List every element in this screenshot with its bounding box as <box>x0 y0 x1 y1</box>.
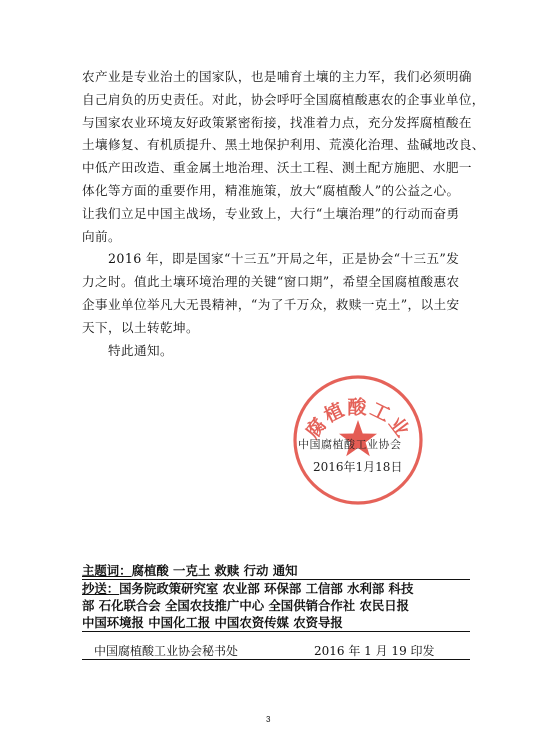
divider <box>82 659 470 660</box>
cc-line <box>82 580 470 597</box>
cc-text: 国务院政策研究室 农业部 环保部 工信部 水利部 科技 <box>119 581 414 596</box>
body-line: 体化等方面的重要作用，精准施策，放大“腐植酸人”的公益之心。 <box>82 182 460 198</box>
body-line: 天下，以土转乾坤。 <box>82 319 199 335</box>
issuer-name: 中国腐植酸工业协会 <box>298 438 402 451</box>
seal-text: 腐植酸工业 <box>301 396 415 443</box>
body-line: 农产业是专业治土的国家队，也是哺育土壤的主力军，我们必须明确 <box>82 69 472 84</box>
printer-org: 中国腐植酸工业协会秘书处 <box>94 644 239 658</box>
body-line: 向前。 <box>82 228 121 244</box>
keywords-value: 腐植酸 一克土 救赎 行动 通知 <box>131 563 298 578</box>
notice-body <box>82 66 485 362</box>
issue-date: 2016年1月18日 <box>313 460 403 474</box>
body-line: 中低产田改造、重金属土地治理、沃土工程、测土配方施肥、水肥一 <box>82 160 472 176</box>
body-line: 土壤修复、有机质提升、黑土地保护利用、荒漠化治理、盐碱地改良、 <box>82 137 485 153</box>
body-line: 力之时。值此土壤环境治理的关键“窗口期”，希望全国腐植酸惠农 <box>82 274 460 290</box>
cc-label: 抄送： <box>82 581 120 596</box>
body-line: 让我们立足中国主战场，专业致上，大行“土壤治理”的行动而奋勇 <box>82 205 460 221</box>
print-date: 2016 年 1 月 19 印发 <box>314 644 435 658</box>
divider <box>82 631 470 632</box>
keywords-line <box>82 562 470 579</box>
document-footer <box>82 562 470 632</box>
keywords-label: 主题词： <box>82 563 132 578</box>
body-line: 与国家农业环境友好政策紧密衔接，找准着力点，充分发挥腐植酸在 <box>82 114 472 130</box>
body-line: 2016 年，即是国家“十三五”开局之年，正是协会“十三五”发 <box>108 251 460 267</box>
closing-line: 特此通知。 <box>108 342 173 358</box>
cc-line: 部 石化联合会 全国农技推广中心 全国供销合作社 农民日报 <box>82 598 410 613</box>
body-line: 企事业单位举凡大无畏精神，“为了千万众，救赎一克土”，以土安 <box>82 296 460 312</box>
body-line: 自己肩负的历史责任。对此，协会呼吁全国腐植酸惠农的企事业单位， <box>82 91 485 107</box>
printing-info <box>82 642 470 660</box>
page-number: 3 <box>266 715 271 724</box>
cc-line: 中国环境报 中国化工报 中国农资传媒 农资导报 <box>82 615 343 630</box>
